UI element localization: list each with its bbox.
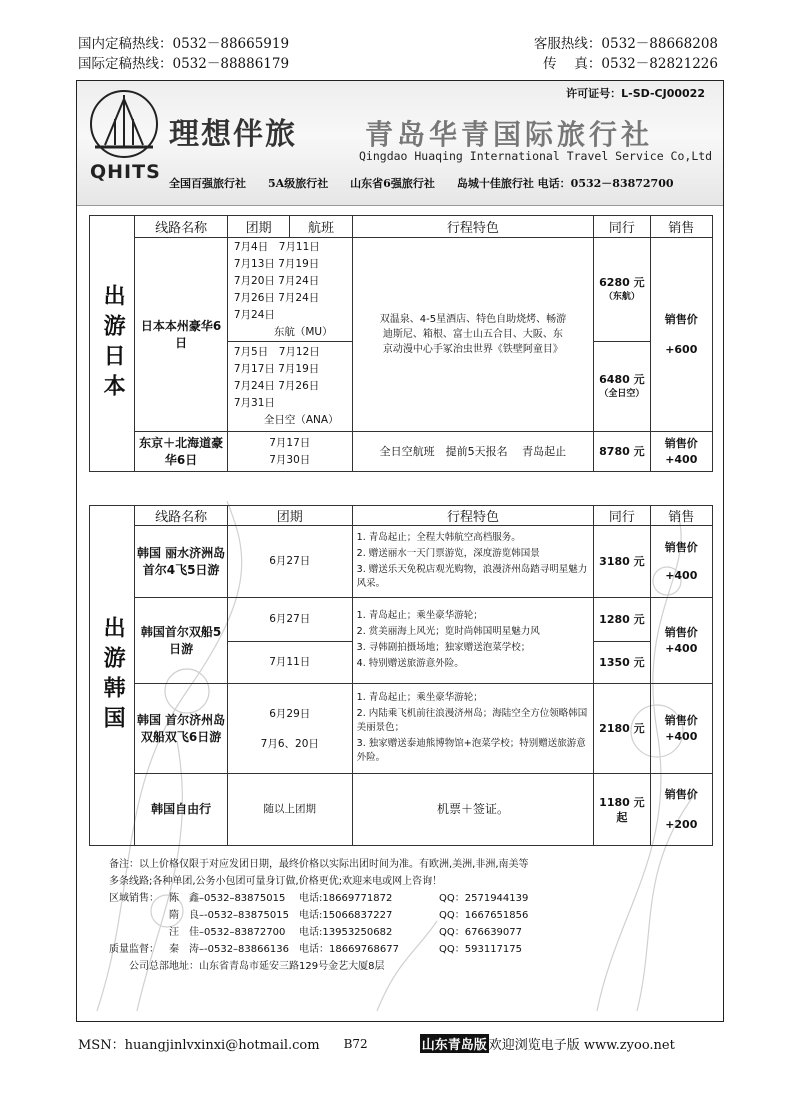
contact-qq: QQ：2571944139 <box>439 893 529 904</box>
contact-row <box>109 941 709 958</box>
sale-label: 销售价 <box>664 713 698 727</box>
contact-phone: 电话:18669771872 <box>299 893 393 904</box>
peer-price: 1180 元起 <box>594 774 650 846</box>
flight-label: 全日空（ANA） <box>263 414 339 426</box>
feature-item: 内陆乘飞机前往浪漫济州岛；海陆空全方位领略韩国美丽景色； <box>356 707 588 733</box>
sale-markup: +400 <box>665 452 698 466</box>
route-name: 日本本州豪华6日 <box>135 238 228 432</box>
peer-price: 1280 元 <box>594 598 650 642</box>
japan-tour-table <box>89 215 713 472</box>
group-date: 7月11日 <box>227 642 352 684</box>
sale-markup: +200 <box>665 817 698 831</box>
remark-line-1: 备注：以上价格仅限于对应发团日期，最终价格以实际出团时间为准。有欧洲,美洲,非洲,南美等 <box>109 859 529 870</box>
feature-item: 青岛起止；全程大韩航空高档服务。 <box>368 531 521 543</box>
col-header-route: 线路名称 <box>135 506 228 526</box>
domestic-hotline: 国内定稿热线：0532－88665919 <box>78 36 290 52</box>
contact-name: 陈 鑫–0532–83875015 <box>169 893 286 904</box>
brand-name: 理想伴旅 <box>169 117 297 152</box>
advert-frame <box>76 80 724 1022</box>
price-note: （东航） <box>603 291 640 302</box>
table-row <box>90 684 713 774</box>
logo-text: QHITS <box>90 161 161 183</box>
sale-markup: +400 <box>665 568 698 582</box>
feature-item: 青岛起止；乘坐豪华游轮； <box>368 609 483 621</box>
footer-notes <box>109 856 709 975</box>
group-date: 6月29日 <box>269 707 311 720</box>
sale-label: 销售价 <box>664 312 698 326</box>
contact-name: 汪 佳–0532–83872700 <box>169 927 286 938</box>
group-dates: 7月17日 7月30日 <box>227 432 352 472</box>
edition-label: 山东青岛版 <box>420 1034 489 1053</box>
route-features: 1. 青岛起止；全程大韩航空高档服务。 2. 赠送丽水一天门票游览，深度游览韩国景 3. 赠送乐天免税店观光购物，浪漫济州岛踏寻明星魅力风采。 <box>352 526 594 598</box>
peer-price: 8780 元 <box>594 432 650 472</box>
group-dates <box>227 238 352 342</box>
sale-label: 销售价 <box>664 436 698 450</box>
col-header-sale: 销售 <box>650 216 712 238</box>
col-header-features: 行程特色 <box>352 506 594 526</box>
feature-item: 特别赠送旅游意外险。 <box>368 657 464 669</box>
contact-role: 质量监督： <box>109 944 159 955</box>
sale-markup: +400 <box>665 641 698 655</box>
korea-tour-table <box>89 505 713 846</box>
company-address: 公司总部地址：山东省青岛市延安三路129号金艺大厦8层 <box>129 961 385 972</box>
msn-contact: MSN：huangjinlvxinxi@hotmail.com <box>78 1038 320 1053</box>
feature-item: 赏美丽海上风光；览时尚韩国明星魅力风 <box>368 625 540 637</box>
route-features: 1. 青岛起止；乘坐豪华游轮； 2. 内陆乘飞机前往浪漫济州岛；海陆空全方位领略韩国美丽景色； 3. 独家赠送泰迪熊博物馆+泡菜学校；特别赠送旅游意外险。 <box>352 684 594 774</box>
company-name-cn: 青岛华青国际旅行社 <box>365 118 654 151</box>
peer-price: 3180 元 <box>594 526 650 598</box>
contact-row <box>109 924 709 941</box>
route-features: 机票＋签证。 <box>352 774 594 846</box>
region-label-japan: 出游日本 <box>90 216 135 472</box>
sale-label: 销售价 <box>664 540 698 554</box>
sale-price <box>650 432 712 472</box>
honors-line: 全国百强旅行社 5A级旅行社 山东省6强旅行社 岛城十佳旅行社 电话：0532－83872700 <box>169 177 674 190</box>
price-note: （全日空） <box>599 388 645 399</box>
feature-item: 赠送丽水一天门票游览，深度游览韩国景 <box>368 547 540 559</box>
sale-price <box>650 684 712 774</box>
route-name: 韩国首尔双船5日游 <box>135 598 228 684</box>
remark-line-2: 多条线路;各种单团,公务小包团可量身订做,价格更优;欢迎来电或网上咨询！ <box>109 876 443 887</box>
date-list: 7月4日 7月11日 7月13日 7月19日 7月20日 7月24日 7月26日 7月24日 7月24日 <box>233 240 320 321</box>
feature-item: 寻韩剧拍摄场地；独家赠送泡菜学校； <box>368 641 531 653</box>
contact-phone: 电话:15066837227 <box>299 910 393 921</box>
sale-price <box>650 774 712 846</box>
route-features: 1. 青岛起止；乘坐豪华游轮； 2. 赏美丽海上风光；览时尚韩国明星魅力风 3. 寻韩剧拍摄场地；独家赠送泡菜学校； 4. 特别赠送旅游意外险。 <box>352 598 594 684</box>
fax-number: 传 真：0532－82821226 <box>543 56 718 72</box>
sale-markup: +600 <box>665 342 698 356</box>
peer-price <box>594 342 650 432</box>
col-header-peer-price: 同行 <box>594 506 650 526</box>
col-header-date: 团期 <box>227 506 352 526</box>
peer-price: 2180 元 <box>594 684 650 774</box>
route-name: 东京＋北海道豪华6日 <box>135 432 228 472</box>
contact-row <box>109 890 709 907</box>
group-date: 7月6、20日 <box>260 737 319 750</box>
page-number: B72 <box>343 1036 368 1051</box>
contact-qq: QQ：1667651856 <box>439 910 529 921</box>
contact-role <box>109 907 169 924</box>
table-row <box>90 774 713 846</box>
company-name-en: Qingdao Huaqing International Travel Service Co,Ltd <box>359 149 713 163</box>
route-name: 韩国 首尔济州岛双船双飞6日游 <box>135 684 228 774</box>
sale-price <box>650 238 712 432</box>
contact-row <box>109 907 709 924</box>
international-hotline: 国际定稿热线：0532－88886179 <box>78 56 290 72</box>
region-label-korea: 出游韩国 <box>90 506 135 846</box>
col-header-route: 线路名称 <box>135 216 228 238</box>
group-date: 6月27日 <box>227 526 352 598</box>
col-header-flight: 航班 <box>290 216 352 238</box>
bottom-bar <box>78 1034 718 1053</box>
table-row <box>90 598 713 642</box>
route-features: 全日空航班 提前5天报名 青岛起止 <box>352 432 594 472</box>
hotline-bar <box>78 34 718 74</box>
agency-header <box>77 81 723 206</box>
feature-item: 赠送乐天免税店观光购物，浪漫济州岛踏寻明星魅力风采。 <box>356 563 588 589</box>
route-features: 双温泉、4-5星酒店、特色自助烧烤、畅游迪斯尼、箱根、富士山五合目、大阪、东京动漫中心手冢治虫世界《铁壁阿童目》 <box>352 238 594 432</box>
contact-role <box>109 924 169 941</box>
col-header-peer-price: 同行 <box>594 216 650 238</box>
welcome-text: 欢迎浏览电子版 www.zyoo.net <box>488 1038 675 1053</box>
price-value: 6480 元 <box>599 372 645 386</box>
contact-name: 隋 良–-0532–83875015 <box>169 910 289 921</box>
group-dates <box>227 342 352 432</box>
group-date: 6月27日 <box>227 598 352 642</box>
contact-role: 区域销售： <box>109 893 159 904</box>
sale-label: 销售价 <box>664 787 698 801</box>
sale-price <box>650 598 712 684</box>
table-row <box>90 526 713 598</box>
col-header-date: 团期 <box>227 216 289 238</box>
contact-phone: 电话:13953250682 <box>299 927 393 938</box>
table-row <box>90 432 713 472</box>
col-header-sale: 销售 <box>650 506 712 526</box>
contact-qq: QQ：593117175 <box>439 944 523 955</box>
group-date: 随以上团期 <box>227 774 352 846</box>
sale-price <box>650 526 712 598</box>
flight-label: 东航（MU） <box>273 325 333 338</box>
sailboat-logo-icon <box>85 89 163 159</box>
contact-qq: QQ：676639077 <box>439 927 523 938</box>
license-number: 许可证号：L-SD-CJ00022 <box>566 87 705 100</box>
feature-item: 青岛起止；乘坐豪华游轮； <box>368 691 483 703</box>
price-value: 6280 元 <box>599 275 645 289</box>
col-header-features: 行程特色 <box>352 216 594 238</box>
feature-item: 独家赠送泰迪熊博物馆+泡菜学校；特别赠送旅游意外险。 <box>356 737 586 763</box>
sale-label: 销售价 <box>664 625 698 639</box>
contact-phone: 电话：18669768677 <box>299 944 399 955</box>
group-dates <box>227 684 352 774</box>
service-hotline: 客服热线：0532－88668208 <box>533 36 718 52</box>
peer-price: 1350 元 <box>594 642 650 684</box>
route-name: 韩国 丽水济洲岛 首尔4飞5日游 <box>135 526 228 598</box>
contact-name: 秦 涛–-0532–83866136 <box>169 944 289 955</box>
table-row <box>90 238 713 342</box>
peer-price <box>594 238 650 342</box>
sale-markup: +400 <box>665 729 698 743</box>
date-list: 7月5日 7月12日 7月17日 7月19日 7月24日 7月26日 7月31日 <box>233 346 320 409</box>
route-name: 韩国自由行 <box>135 774 228 846</box>
